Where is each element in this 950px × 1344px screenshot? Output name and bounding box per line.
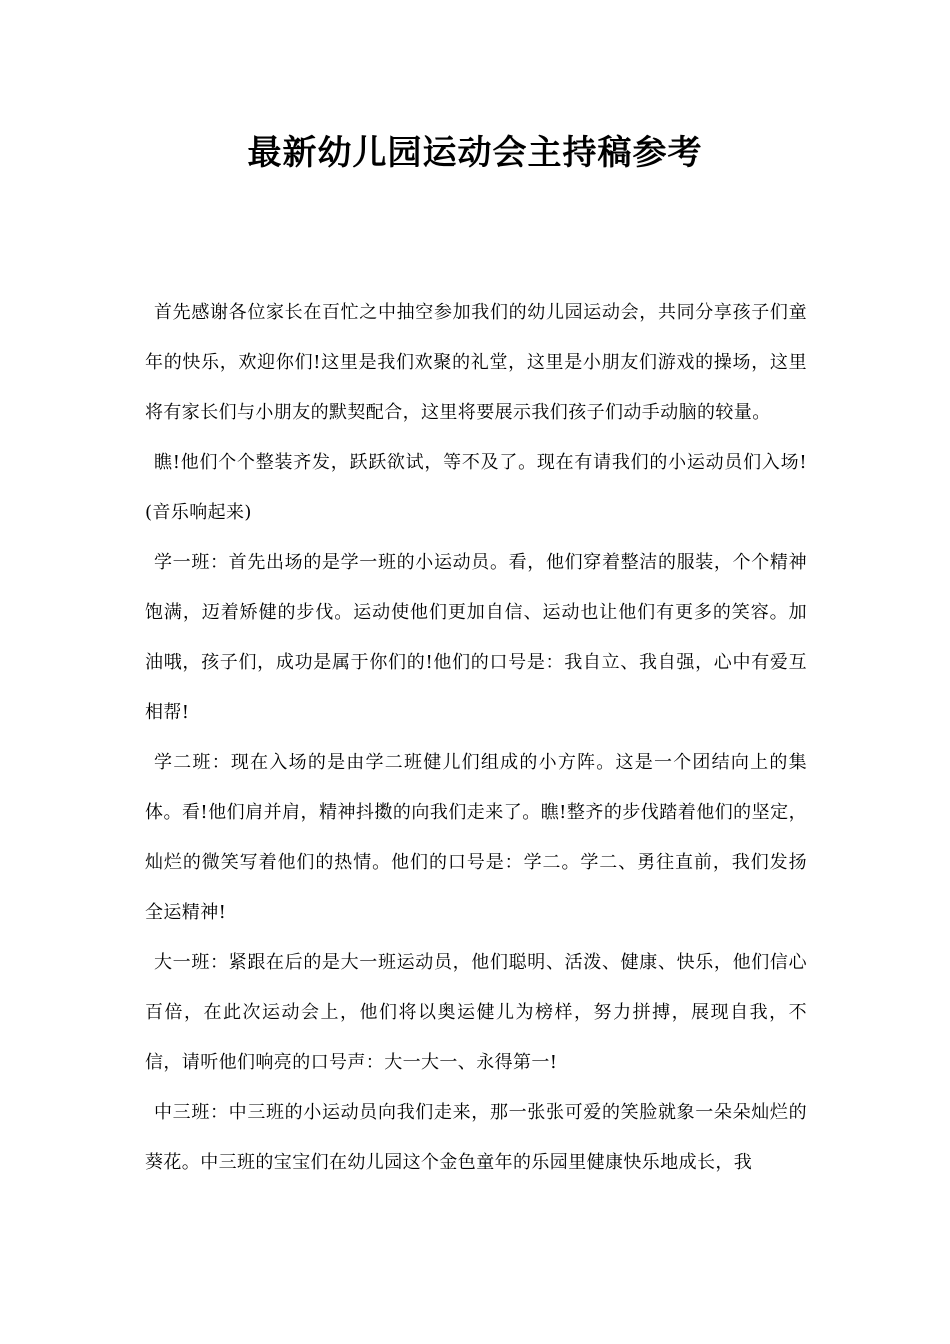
paragraph-class-zhong3: 中三班：中三班的小运动员向我们走来，那一张张可爱的笑脸就象一朵朵灿烂的葵花。中三班的宝宝们在幼儿园这个金色童年的乐园里健康快乐地成长，我	[145, 1102, 807, 1173]
paragraph-class-da1: 大一班：紧跟在后的是大一班运动员，他们聪明、活泼、健康、快乐，他们信心百倍，在此次运动会上，他们将以奥运健儿为榜样，努力拼搏，展现自我，不信，请听他们响亮的口号声：大一大一、永得第一!	[145, 952, 807, 1073]
paragraph-intro: 首先感谢各位家长在百忙之中抽空参加我们的幼儿园运动会，共同分享孩子们童年的快乐，欢迎你们!这里是我们欢聚的礼堂，这里是小朋友们游戏的操场，这里将有家长们与小朋友的默契配合，这里将要展示我们孩子们动手动脑的较量。	[145, 302, 807, 423]
document-title: 最新幼儿园运动会主持稿参考	[247, 133, 703, 173]
paragraph-class-xue2: 学二班：现在入场的是由学二班健儿们组成的小方阵。这是一个团结向上的集体。看!他们肩并肩，精神抖擞的向我们走来了。瞧!整齐的步伐踏着他们的坚定，灿烂的微笑写着他们的热情。他们的口号是：学二。学二、勇往直前，我们发扬全运精神!	[145, 752, 807, 923]
paragraph-class-xue1: 学一班：首先出场的是学一班的小运动员。看，他们穿着整洁的服装，个个精神饱满，迈着矫健的步伐。运动使他们更加自信、运动也让他们有更多的笑容。加油哦，孩子们，成功是属于你们的!他们的口号是：我自立、我自强，心中有爱互相帮!	[145, 552, 807, 723]
paragraph-entrance: 瞧!他们个个整装齐发，跃跃欲试，等不及了。现在有请我们的小运动员们入场!(音乐响起来)	[145, 452, 807, 523]
document-body	[145, 288, 807, 1188]
